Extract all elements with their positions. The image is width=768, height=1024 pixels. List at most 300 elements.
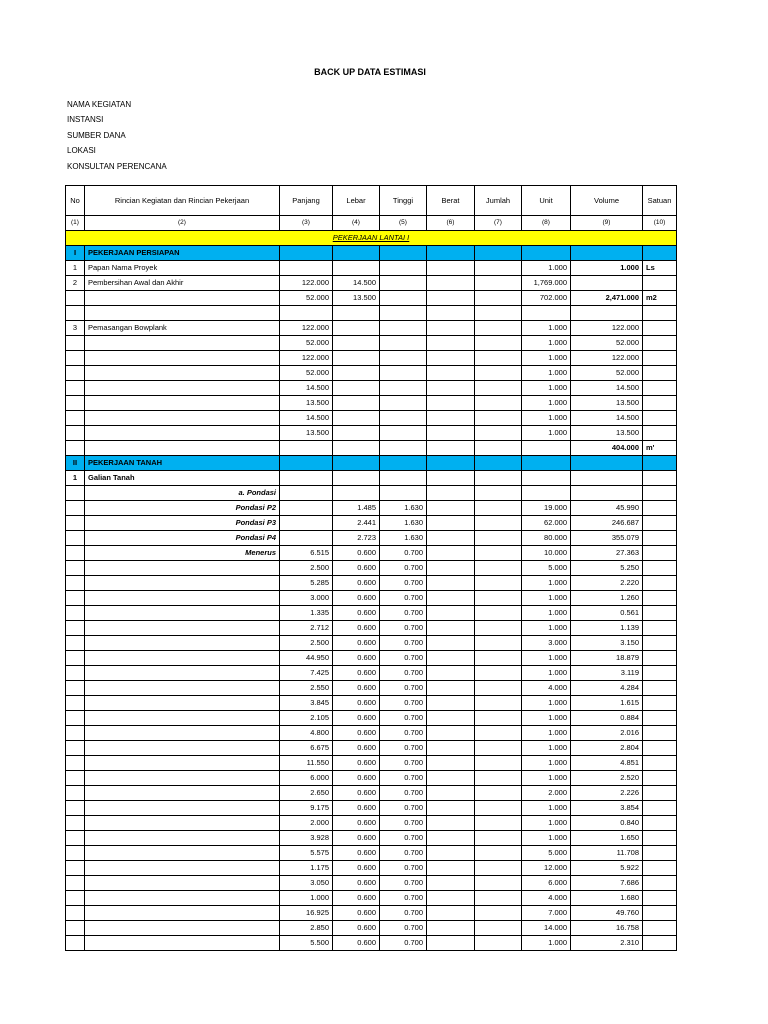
cell-l: 0.600 <box>333 606 380 621</box>
cell-v: 4.284 <box>571 681 643 696</box>
cell-no <box>66 861 85 876</box>
cell-j <box>475 711 522 726</box>
info-instansi: INSTANSI <box>67 115 104 125</box>
cell-l <box>333 321 380 336</box>
table-row <box>66 261 677 276</box>
cell-w <box>427 291 475 306</box>
header-cell: Lebar <box>333 186 380 216</box>
cell-h <box>380 441 427 456</box>
cell-j <box>475 786 522 801</box>
cell-w <box>427 681 475 696</box>
cell-w <box>427 456 475 471</box>
cell-j <box>475 531 522 546</box>
cell-s <box>643 486 677 501</box>
cell-no: I <box>66 246 85 261</box>
table-row <box>66 786 677 801</box>
cell-j <box>475 381 522 396</box>
cell-no <box>66 786 85 801</box>
cell-s <box>643 696 677 711</box>
cell-j <box>475 876 522 891</box>
cell-d: Galian Tanah <box>85 471 280 486</box>
cell-d <box>85 606 280 621</box>
cell-v: 4.851 <box>571 756 643 771</box>
cell-s <box>643 786 677 801</box>
document-title: BACK UP DATA ESTIMASI <box>314 67 426 77</box>
cell-no <box>66 426 85 441</box>
cell-u: 5.000 <box>522 561 571 576</box>
cell-j <box>475 756 522 771</box>
cell-u: 10.000 <box>522 546 571 561</box>
cell-p: 52.000 <box>280 291 333 306</box>
cell-v <box>571 486 643 501</box>
cell-j <box>475 666 522 681</box>
cell-d: a. Pondasi <box>85 486 280 501</box>
column-number: (8) <box>522 216 571 231</box>
table-row <box>66 591 677 606</box>
cell-v: 18.879 <box>571 651 643 666</box>
cell-d <box>85 621 280 636</box>
cell-no: 1 <box>66 471 85 486</box>
cell-j <box>475 651 522 666</box>
cell-u: 1.000 <box>522 711 571 726</box>
table-row <box>66 801 677 816</box>
cell-p: 5.285 <box>280 576 333 591</box>
cell-j <box>475 291 522 306</box>
table-row <box>66 546 677 561</box>
cell-no <box>66 906 85 921</box>
cell-l: 0.600 <box>333 636 380 651</box>
cell-u: 702.000 <box>522 291 571 306</box>
table-row <box>66 426 677 441</box>
cell-d <box>85 906 280 921</box>
cell-j <box>475 816 522 831</box>
cell-p: 2.850 <box>280 921 333 936</box>
cell-w <box>427 651 475 666</box>
cell-s <box>643 531 677 546</box>
cell-v: 1.680 <box>571 891 643 906</box>
cell-d: Pondasi P4 <box>85 531 280 546</box>
cell-j <box>475 591 522 606</box>
cell-p: 11.550 <box>280 756 333 771</box>
cell-v: 1.615 <box>571 696 643 711</box>
header-cell: Jumlah <box>475 186 522 216</box>
cell-p: 6.000 <box>280 771 333 786</box>
cell-v: 2.016 <box>571 726 643 741</box>
cell-u: 1.000 <box>522 576 571 591</box>
info-lokasi: LOKASI <box>67 146 96 156</box>
table-row <box>66 876 677 891</box>
cell-h <box>380 411 427 426</box>
cell-h <box>380 486 427 501</box>
cell-no <box>66 366 85 381</box>
cell-j <box>475 621 522 636</box>
cell-h <box>380 396 427 411</box>
cell-v: 2.220 <box>571 576 643 591</box>
cell-p: 3.000 <box>280 591 333 606</box>
cell-h: 0.700 <box>380 681 427 696</box>
cell-s <box>643 366 677 381</box>
cell-d <box>85 921 280 936</box>
cell-j <box>475 441 522 456</box>
cell-w <box>427 936 475 951</box>
cell-l: 0.600 <box>333 726 380 741</box>
cell-v: 1.139 <box>571 621 643 636</box>
table-row <box>66 501 677 516</box>
table-row <box>66 651 677 666</box>
cell-d <box>85 711 280 726</box>
cell-j <box>475 741 522 756</box>
table-row <box>66 816 677 831</box>
cell-h: 0.700 <box>380 651 427 666</box>
cell-l: 0.600 <box>333 801 380 816</box>
table-row <box>66 561 677 576</box>
cell-h <box>380 471 427 486</box>
cell-s <box>643 816 677 831</box>
table-row <box>66 516 677 531</box>
cell-h <box>380 321 427 336</box>
table-row <box>66 441 677 456</box>
cell-no <box>66 351 85 366</box>
cell-l: 0.600 <box>333 681 380 696</box>
cell-u: 7.000 <box>522 906 571 921</box>
cell-h: 0.700 <box>380 906 427 921</box>
cell-l: 0.600 <box>333 576 380 591</box>
cell-v: 0.561 <box>571 606 643 621</box>
cell-u <box>522 441 571 456</box>
cell-s <box>643 471 677 486</box>
cell-h <box>380 381 427 396</box>
cell-p: 5.575 <box>280 846 333 861</box>
cell-no <box>66 771 85 786</box>
cell-p: 122.000 <box>280 321 333 336</box>
cell-u: 1.000 <box>522 606 571 621</box>
cell-h <box>380 246 427 261</box>
cell-p: 2.650 <box>280 786 333 801</box>
cell-v: 2.520 <box>571 771 643 786</box>
cell-p: 52.000 <box>280 366 333 381</box>
cell-p: 3.845 <box>280 696 333 711</box>
cell-no: II <box>66 456 85 471</box>
cell-l: 0.600 <box>333 771 380 786</box>
cell-l: 0.600 <box>333 846 380 861</box>
cell-s <box>643 546 677 561</box>
table-row <box>66 636 677 651</box>
cell-l: 0.600 <box>333 711 380 726</box>
column-number: (2) <box>85 216 280 231</box>
cell-no <box>66 576 85 591</box>
cell-l <box>333 336 380 351</box>
cell-no <box>66 546 85 561</box>
header-cell: Panjang <box>280 186 333 216</box>
cell-d: Menerus <box>85 546 280 561</box>
cell-j <box>475 411 522 426</box>
cell-u: 1.000 <box>522 336 571 351</box>
cell-d <box>85 561 280 576</box>
info-konsultan: KONSULTAN PERENCANA <box>67 161 167 171</box>
cell-h: 0.700 <box>380 591 427 606</box>
cell-u: 1.000 <box>522 321 571 336</box>
cell-l: 0.600 <box>333 786 380 801</box>
cell-v: 14.500 <box>571 411 643 426</box>
cell-l <box>333 456 380 471</box>
cell-j <box>475 921 522 936</box>
column-number: (10) <box>643 216 677 231</box>
cell-s <box>643 516 677 531</box>
cell-p: 2.712 <box>280 621 333 636</box>
table-row <box>66 321 677 336</box>
cell-u: 1.000 <box>522 741 571 756</box>
cell-no <box>66 666 85 681</box>
cell-h: 0.700 <box>380 801 427 816</box>
cell-l: 0.600 <box>333 741 380 756</box>
cell-no <box>66 696 85 711</box>
cell-h: 0.700 <box>380 606 427 621</box>
header-row <box>66 186 677 216</box>
info-nama-kegiatan: NAMA KEGIATAN <box>67 100 132 109</box>
cell-w <box>427 546 475 561</box>
cell-l: 0.600 <box>333 861 380 876</box>
cell-l: 0.600 <box>333 666 380 681</box>
cell-j <box>475 366 522 381</box>
table-row <box>66 741 677 756</box>
cell-u <box>522 306 571 321</box>
cell-j <box>475 576 522 591</box>
cell-w <box>427 411 475 426</box>
cell-s <box>643 591 677 606</box>
cell-l: 1.485 <box>333 501 380 516</box>
table-row <box>66 366 677 381</box>
cell-d <box>85 576 280 591</box>
cell-h: 0.700 <box>380 921 427 936</box>
cell-no <box>66 681 85 696</box>
cell-no <box>66 711 85 726</box>
table-row <box>66 696 677 711</box>
cell-p <box>280 306 333 321</box>
cell-u: 12.000 <box>522 861 571 876</box>
cell-v: 49.760 <box>571 906 643 921</box>
cell-j <box>475 801 522 816</box>
cell-s <box>643 561 677 576</box>
cell-d: Pondasi P2 <box>85 501 280 516</box>
cell-w <box>427 351 475 366</box>
cell-j <box>475 501 522 516</box>
header-cell: Rincian Kegiatan dan Rincian Pekerjaan <box>85 186 280 216</box>
cell-l: 0.600 <box>333 696 380 711</box>
cell-h <box>380 336 427 351</box>
table-row <box>66 381 677 396</box>
table-row <box>66 351 677 366</box>
cell-no <box>66 501 85 516</box>
cell-no <box>66 651 85 666</box>
cell-h: 0.700 <box>380 696 427 711</box>
cell-u: 1.000 <box>522 756 571 771</box>
cell-l <box>333 246 380 261</box>
cell-d <box>85 366 280 381</box>
cell-s <box>643 351 677 366</box>
cell-no <box>66 801 85 816</box>
project-info <box>67 97 167 174</box>
cell-l: 2.441 <box>333 516 380 531</box>
cell-d: PEKERJAAN PERSIAPAN <box>85 246 280 261</box>
cell-v: 3.119 <box>571 666 643 681</box>
cell-w <box>427 531 475 546</box>
cell-v: 3.854 <box>571 801 643 816</box>
cell-v: 2.804 <box>571 741 643 756</box>
table-row <box>66 936 677 951</box>
cell-no <box>66 396 85 411</box>
cell-s <box>643 321 677 336</box>
cell-s <box>643 276 677 291</box>
cell-no <box>66 726 85 741</box>
cell-j <box>475 561 522 576</box>
cell-u: 1.000 <box>522 936 571 951</box>
cell-s <box>643 756 677 771</box>
cell-p: 2.500 <box>280 636 333 651</box>
cell-d <box>85 336 280 351</box>
cell-v <box>571 276 643 291</box>
cell-no <box>66 756 85 771</box>
cell-s <box>643 411 677 426</box>
cell-w <box>427 621 475 636</box>
cell-j <box>475 726 522 741</box>
cell-j <box>475 321 522 336</box>
cell-s <box>643 771 677 786</box>
cell-s <box>643 456 677 471</box>
cell-u: 14.000 <box>522 921 571 936</box>
cell-d <box>85 351 280 366</box>
cell-d <box>85 591 280 606</box>
table-row <box>66 681 677 696</box>
cell-p <box>280 486 333 501</box>
cell-v: 16.758 <box>571 921 643 936</box>
cell-j <box>475 246 522 261</box>
cell-v: 2.226 <box>571 786 643 801</box>
cell-v: 0.884 <box>571 711 643 726</box>
cell-u: 3.000 <box>522 636 571 651</box>
cell-l <box>333 366 380 381</box>
cell-h: 0.700 <box>380 726 427 741</box>
table-row <box>66 276 677 291</box>
table-row <box>66 891 677 906</box>
cell-w <box>427 246 475 261</box>
table-row <box>66 921 677 936</box>
cell-no <box>66 816 85 831</box>
cell-d <box>85 681 280 696</box>
cell-u: 4.000 <box>522 681 571 696</box>
cell-j <box>475 396 522 411</box>
cell-p: 6.675 <box>280 741 333 756</box>
table-row <box>66 621 677 636</box>
cell-l <box>333 486 380 501</box>
cell-j <box>475 546 522 561</box>
cell-no <box>66 591 85 606</box>
cell-u: 62.000 <box>522 516 571 531</box>
cell-w <box>427 711 475 726</box>
cell-s <box>643 741 677 756</box>
table-row <box>66 666 677 681</box>
cell-h: 0.700 <box>380 891 427 906</box>
cell-j <box>475 351 522 366</box>
cell-w <box>427 516 475 531</box>
cell-j <box>475 831 522 846</box>
cell-h: 1.630 <box>380 501 427 516</box>
cell-s <box>643 396 677 411</box>
cell-h <box>380 426 427 441</box>
cell-p: 3.050 <box>280 876 333 891</box>
cell-h <box>380 351 427 366</box>
cell-no <box>66 921 85 936</box>
table-row <box>66 471 677 486</box>
cell-h <box>380 291 427 306</box>
cell-l: 0.600 <box>333 876 380 891</box>
cell-l <box>333 426 380 441</box>
cell-v: 13.500 <box>571 396 643 411</box>
cell-l: 0.600 <box>333 561 380 576</box>
cell-j <box>475 771 522 786</box>
cell-w <box>427 336 475 351</box>
cell-v: 1.260 <box>571 591 643 606</box>
cell-s <box>643 936 677 951</box>
cell-h: 0.700 <box>380 636 427 651</box>
table-row <box>66 336 677 351</box>
cell-p: 44.950 <box>280 651 333 666</box>
cell-j <box>475 906 522 921</box>
cell-u: 6.000 <box>522 876 571 891</box>
cell-u: 2.000 <box>522 786 571 801</box>
cell-p <box>280 456 333 471</box>
cell-v: 1.650 <box>571 831 643 846</box>
column-number-row <box>66 216 677 231</box>
cell-l: 0.600 <box>333 921 380 936</box>
cell-p <box>280 501 333 516</box>
cell-w <box>427 861 475 876</box>
cell-l <box>333 471 380 486</box>
cell-p <box>280 531 333 546</box>
cell-p: 2.105 <box>280 711 333 726</box>
cell-d: Pembersihan Awal dan Akhir <box>85 276 280 291</box>
cell-u: 4.000 <box>522 891 571 906</box>
cell-h: 0.700 <box>380 711 427 726</box>
cell-s: Ls <box>643 261 677 276</box>
cell-v <box>571 471 643 486</box>
cell-j <box>475 516 522 531</box>
cell-l: 0.600 <box>333 591 380 606</box>
cell-w <box>427 876 475 891</box>
cell-w <box>427 831 475 846</box>
cell-l <box>333 306 380 321</box>
cell-v: 1.000 <box>571 261 643 276</box>
cell-d <box>85 696 280 711</box>
estimate-table <box>65 185 677 951</box>
cell-s <box>643 711 677 726</box>
cell-w <box>427 366 475 381</box>
cell-d <box>85 411 280 426</box>
cell-s: m2 <box>643 291 677 306</box>
cell-h: 0.700 <box>380 846 427 861</box>
cell-w <box>427 726 475 741</box>
cell-w <box>427 321 475 336</box>
table-row <box>66 711 677 726</box>
table-row <box>66 456 677 471</box>
cell-u <box>522 486 571 501</box>
cell-no: 2 <box>66 276 85 291</box>
cell-no <box>66 291 85 306</box>
cell-u: 1.000 <box>522 396 571 411</box>
cell-d <box>85 831 280 846</box>
cell-w <box>427 741 475 756</box>
cell-d <box>85 291 280 306</box>
cell-p: 5.500 <box>280 936 333 951</box>
